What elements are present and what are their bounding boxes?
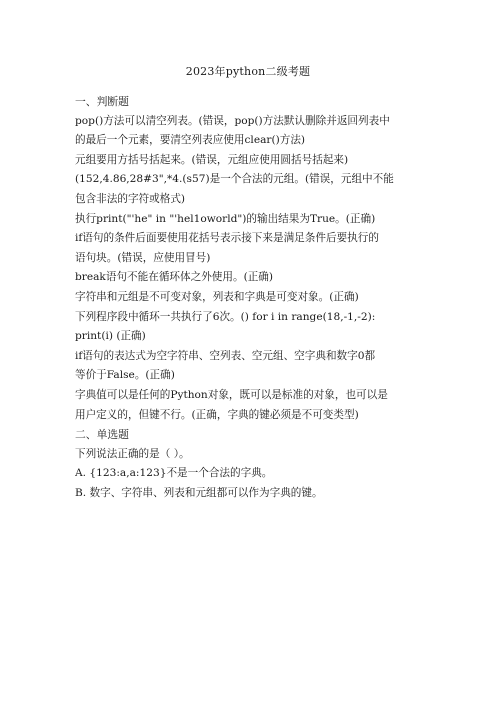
option-a: A. {123:a,a:123}不是一个合法的字典。 <box>75 467 273 480</box>
document-body <box>75 92 427 503</box>
section-heading-judgment: 一、判断题 <box>75 95 129 108</box>
text-line: if语句的表达式为空字符串、空列表、空元组、空字典和数字0都 <box>75 349 376 362</box>
text-line: 语句块。(错误，应使用冒号) <box>75 251 211 264</box>
text-line: 执行print("'he" in "'hel1oworld")的输出结果为True。(正确) <box>75 212 376 225</box>
text-line: 下列程序段中循环一共执行了6次。() for i in range(18,-1,-2): <box>75 310 376 323</box>
text-line: 元组要用方括号括起来。(错误，元组应使用圆括号括起来) <box>75 153 349 166</box>
text-line: pop()方法可以清空列表。(错误，pop()方法默认删除并返回列表中 <box>75 114 390 127</box>
text-line: 的最后一个元素，要清空列表应使用clear()方法) <box>75 134 306 147</box>
text-line: 字符串和元组是不可变对象，列表和字典是可变对象。(正确) <box>75 290 359 303</box>
question-stem: 下列说法正确的是（ ）。 <box>75 447 190 460</box>
text-line: (152,4.86,28#3",*4.(s57)是一个合法的元组。(错误，元组中不能 <box>75 173 394 186</box>
section-heading-single-choice: 二、单选题 <box>75 428 129 442</box>
text-line: 用户定义的，但键不行。(正确，字典的键必须是不可变类型) <box>75 408 359 421</box>
text-line: 包含非法的字符或格式) <box>75 192 186 205</box>
text-line: print(i) (正确) <box>75 330 146 343</box>
text-line: 等价于False。(正确) <box>75 369 175 382</box>
text-line: break语句不能在循环体之外使用。(正确) <box>75 271 274 284</box>
option-b: B. 数字、字符串、列表和元组都可以作为字典的键。 <box>75 486 323 499</box>
text-line: if语句的条件后面要使用花括号表示接下来是满足条件后要执行的 <box>75 232 379 245</box>
document-title: 2023年python二级考题 <box>185 65 311 78</box>
text-line: 字典值可以是任何的Python对象，既可以是标准的对象，也可以是 <box>75 388 388 401</box>
